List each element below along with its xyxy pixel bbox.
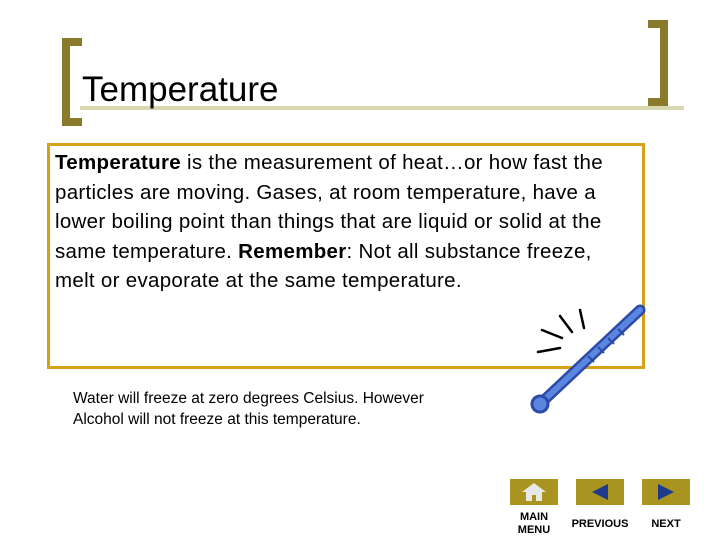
term-temperature: Temperature [55, 151, 181, 174]
next-button[interactable] [642, 479, 690, 505]
main-menu-label-line2: MENU [517, 524, 551, 536]
remember-text: : Not all substance freeze, melt or evaporate at the same temperature. [55, 239, 592, 292]
definition-text: is the measurement of heat…or how fast the particles are moving. Gases, at room temperature, have a lower boiling point than things that are liquid or solid at the same temperature. [55, 151, 603, 263]
main-menu-label[interactable] [506, 511, 562, 537]
next-arrow-icon [642, 479, 690, 505]
title-bracket-left [62, 38, 82, 126]
home-icon [510, 479, 558, 505]
title-bracket-right [648, 20, 668, 106]
slide-title: Temperature [82, 70, 279, 109]
previous-arrow-icon [576, 479, 624, 505]
remember-label: Remember [238, 239, 347, 263]
previous-button[interactable] [576, 479, 624, 505]
main-menu-label-line1: MAIN [519, 511, 549, 523]
thermometer-icon [528, 290, 658, 420]
previous-label[interactable]: PREVIOUS [571, 518, 629, 530]
note-text: Water will freeze at zero degrees Celsius. However Alcohol will not freeze at this temperature. [73, 390, 424, 428]
content-text [55, 148, 615, 296]
main-menu-button[interactable] [510, 479, 558, 505]
next-label[interactable]: NEXT [651, 518, 681, 530]
